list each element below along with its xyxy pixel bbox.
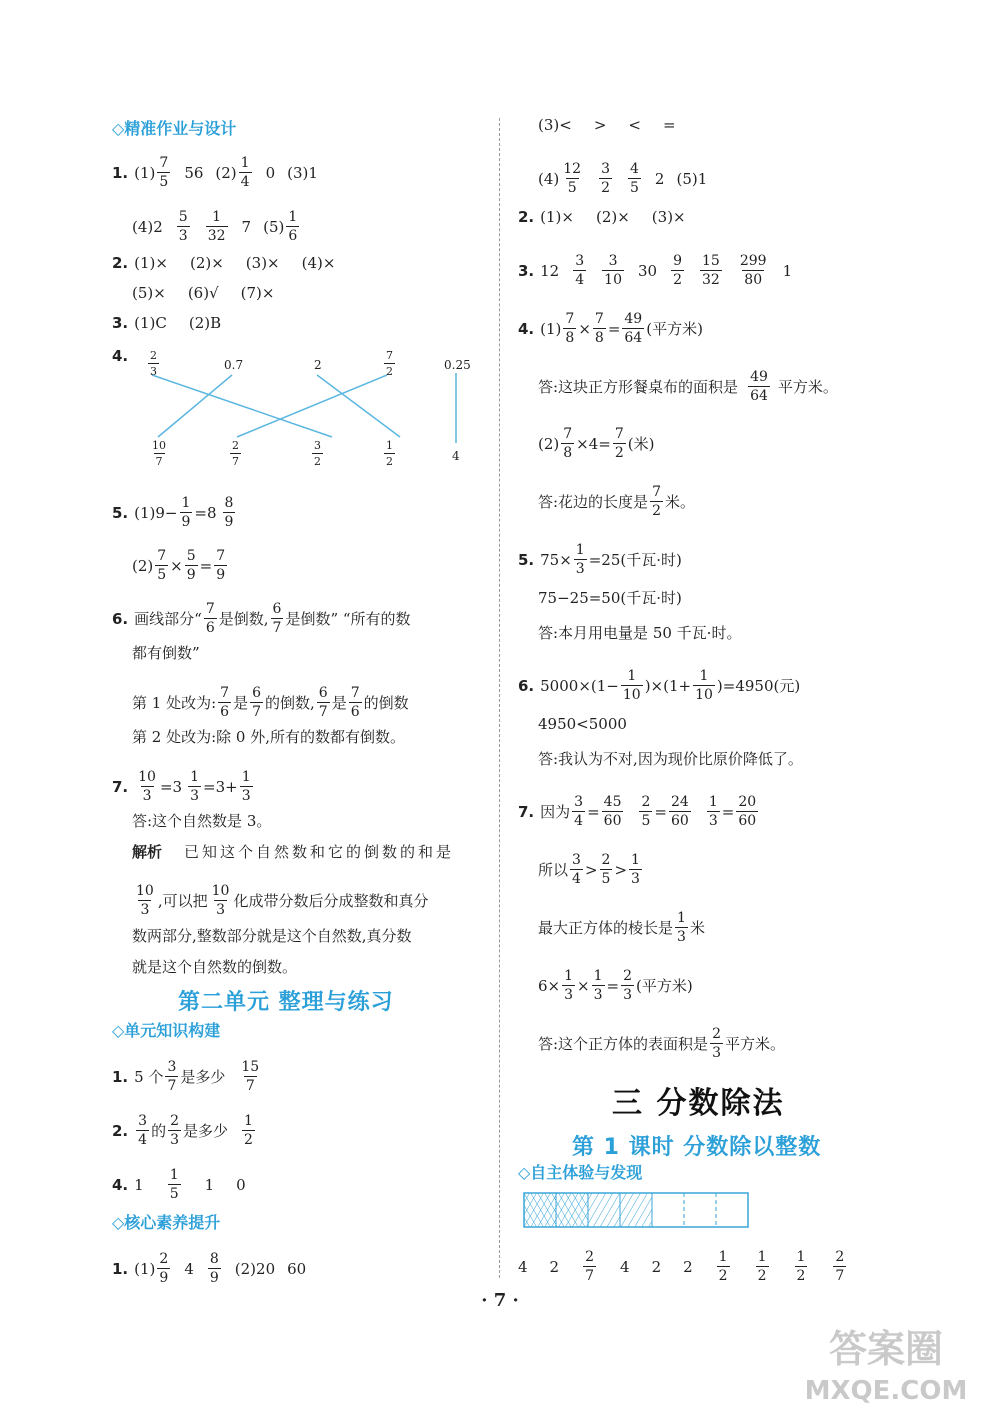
match-top-2: 0.7 xyxy=(224,358,244,372)
watermark-logo xyxy=(786,1317,986,1407)
match-line xyxy=(237,375,387,437)
match-top-1: $\frac{2}{3}$ xyxy=(150,349,157,378)
svg-text:MXQE.COM: MXQE.COM xyxy=(804,1376,968,1406)
r-answer-2: 2. (1)× (2)× (3)× xyxy=(518,208,686,226)
answer-5-line-a: 5. (1)9− $\frac{1}{9}$ =8 $\frac{8}{9}$ xyxy=(112,495,234,530)
r-answer-4b: 答:这块正方形餐桌布的面积是 $\frac{49}{64}$ 平方米。 xyxy=(538,369,838,404)
answer-1-line-b: (4)2 $\frac{5}{3}$ $\frac{1}{32}$ 7 (5) $\frac{1}{6}$ xyxy=(132,209,298,244)
answer-6-line-a: 6. 画线部分“ $\frac{7}{6}$ 是倒数, $\frac{6}{7}$ 是倒数” “所有的数 xyxy=(112,601,411,636)
match-bottom-5: 4 xyxy=(452,449,460,463)
answer-6-line-b: 都有倒数” xyxy=(132,644,200,662)
section-self-experience: ◇自主体验与发现 xyxy=(518,1163,643,1182)
r-answer-7b: 所以 $\frac{3}{4}$ > $\frac{2}{5}$ > $\frac{1}{3}$ xyxy=(538,852,640,887)
unit-answer-4: 4. 1 $\frac{1}{5}$ 1 0 xyxy=(112,1167,246,1202)
r-answer-4: (4) $\frac{12}{5}$ $\frac{3}{2}$ $\frac{4}{5}$ 2 (5)1 xyxy=(538,161,708,196)
page-number: · 7 · xyxy=(481,1290,519,1311)
section-unit-knowledge: ◇单元知识构建 xyxy=(112,1021,221,1040)
match-top-3: 2 xyxy=(314,358,322,372)
section-precise-homework: ◇精准作业与设计 xyxy=(112,119,237,138)
unit-2-title: 第二单元 整理与练习 xyxy=(178,990,394,1015)
match-line xyxy=(317,375,400,437)
match-bottom-3: $\frac{3}{2}$ xyxy=(314,439,321,468)
answer-6-line-c: 第 1 处改为: $\frac{7}{6}$ 是 $\frac{6}{7}$ 的倒数, $\frac{6}{7}$ 是 $\frac{7}{6}$ 的倒数 xyxy=(132,685,409,720)
answer-1-line-a: 1. (1) $\frac{7}{5}$ 56 (2) $\frac{1}{4}$ 0 (3)1 xyxy=(112,155,318,190)
chapter-3-title: 三 分数除法 xyxy=(612,1086,785,1121)
r-answer-6a: 6. 5000×(1− $\frac{1}{10}$ )×(1+ $\frac{1}{10}$ )=4950(元) xyxy=(518,668,801,703)
answer-6-line-d: 第 2 处改为:除 0 外,所有的数都有倒数。 xyxy=(132,728,405,746)
column-divider xyxy=(499,118,500,1278)
match-top-4: $\frac{7}{2}$ xyxy=(386,349,393,378)
unit-answer-2: 2. $\frac{3}{4}$ 的 $\frac{2}{3}$ 是多少 $\frac{1}{2}$ xyxy=(112,1113,253,1148)
r-answer-4a: 4. (1) $\frac{7}{8}$ × $\frac{7}{8}$ = $\frac{49}{64}$ (平方米) xyxy=(518,311,703,346)
r-answer-7d: 6× $\frac{1}{3}$ × $\frac{1}{3}$ = $\frac{2}{3}$ (平方米) xyxy=(538,968,693,1003)
answer-7-analysis-d: 就是这个自然数的倒数。 xyxy=(132,958,298,976)
answer-7-analysis-c: 数两部分,整数部分就是这个自然数,真分数 xyxy=(132,927,412,945)
lesson-answers: 4 2 $\frac{2}{7}$ 4 2 2 $\frac{1}{2}$ $\frac{1}{2}$ $\frac{1}{2}$ $\frac{2}{7}$ xyxy=(518,1249,845,1284)
answer-7-analysis-b: $\frac{10}{3}$ ,可以把 $\frac{10}{3}$ 化成带分数后分成整数和真分 xyxy=(136,883,429,918)
match-bottom-1: $\frac{10}{7}$ xyxy=(152,439,166,468)
r-answer-4c: (2) $\frac{7}{8}$ ×4= $\frac{7}{2}$ (米) xyxy=(538,426,655,461)
match-bottom-2: $\frac{2}{7}$ xyxy=(232,439,239,468)
answer-7-analysis: 解析 已知这个自然数和它的倒数的和是 xyxy=(132,843,455,861)
r-answer-3b: 3. 12 $\frac{3}{4}$ $\frac{3}{10}$ 30 $\frac{9}{2}$ $\frac{15}{32}$ $\frac{299}{80}$ 1 xyxy=(518,253,793,288)
r-answer-5a: 5. 75× $\frac{1}{3}$ =25(千瓦·时) xyxy=(518,542,682,577)
answer-7-line-b: 答:这个自然数是 3。 xyxy=(132,812,272,830)
match-line xyxy=(152,375,332,437)
unit-answer-1: 1. 5 个 $\frac{3}{7}$ 是多少 $\frac{15}{7}$ xyxy=(112,1059,260,1094)
r-answer-5b: 75−25=50(千瓦·时) xyxy=(538,589,682,607)
match-bottom-4: $\frac{1}{2}$ xyxy=(386,439,393,468)
match-top-5: 0.25 xyxy=(444,358,471,372)
r-answer-7a: 7. 因为 $\frac{3}{4}$ = $\frac{45}{60}$ $\frac{2}{5}$ = $\frac{24}{60}$ $\frac{1}{3}$ = $\frac{20}{60}$ xyxy=(518,794,757,829)
answer-2-line-a: 2. (1)× (2)× (3)× (4)× xyxy=(112,254,336,272)
answer-3: 3. (1)C (2)B xyxy=(112,314,222,332)
svg-text:答案圈: 答案圈 xyxy=(828,1327,944,1371)
answer-4-label: 4. xyxy=(112,347,129,365)
r-answer-6b: 4950<5000 xyxy=(538,715,627,733)
fraction-strip-diagram xyxy=(523,1192,749,1228)
answer-5-line-b: (2) $\frac{7}{5}$ × $\frac{5}{9}$ = $\frac{7}{9}$ xyxy=(132,548,226,583)
core-answer-1: 1. (1) $\frac{2}{9}$ 4 $\frac{8}{9}$ (2)20 60 xyxy=(112,1251,307,1286)
r-answer-6c: 答:我认为不对,因为现价比原价降低了。 xyxy=(538,750,803,768)
r-answer-3: (3)< > < = xyxy=(538,116,676,134)
match-line xyxy=(158,375,232,437)
section-core-literacy: ◇核心素养提升 xyxy=(112,1213,221,1232)
lesson-1-title: 第 1 课时 分数除以整数 xyxy=(572,1135,822,1160)
r-answer-4d: 答:花边的长度是 $\frac{7}{2}$ 米。 xyxy=(538,484,695,519)
r-answer-7e: 答:这个正方体的表面积是 $\frac{2}{3}$ 平方米。 xyxy=(538,1026,785,1061)
answer-2-line-b: (5)× (6)√ (7)× xyxy=(132,284,275,302)
r-answer-5c: 答:本月用电量是 50 千瓦·时。 xyxy=(538,624,742,642)
r-answer-7c: 最大正方体的棱长是 $\frac{1}{3}$ 米 xyxy=(538,910,705,945)
answer-7-line-a: 7. $\frac{10}{3}$ =3 $\frac{1}{3}$ =3+ $\frac{1}{3}$ xyxy=(112,769,251,804)
